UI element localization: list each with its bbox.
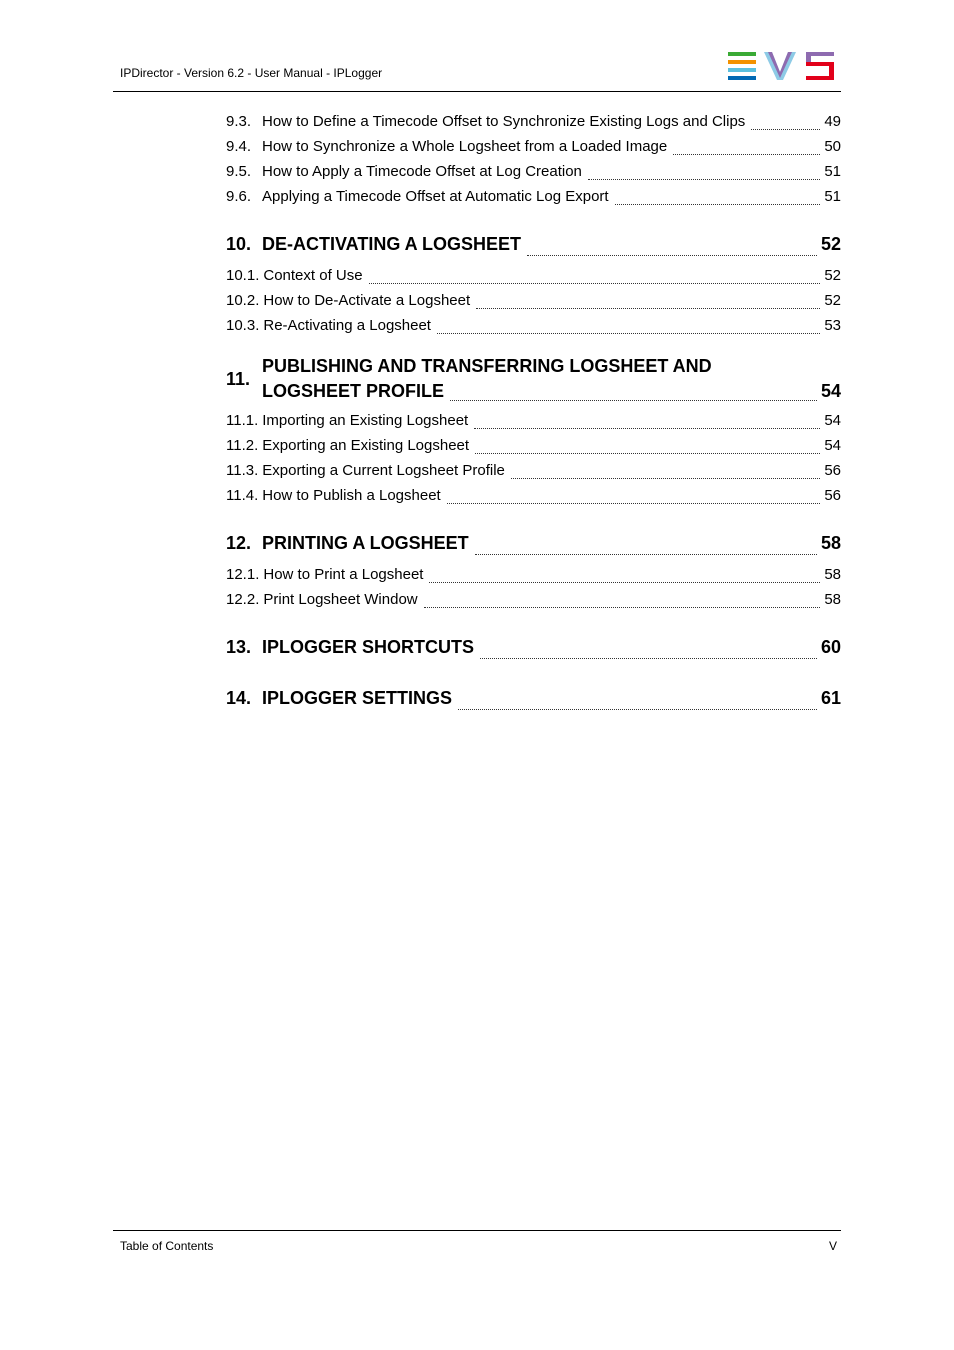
dot-leader	[369, 283, 821, 284]
dot-leader	[474, 428, 820, 429]
entry-number: 9.4.	[226, 138, 252, 155]
dot-leader	[429, 582, 820, 583]
entry-title: How to Define a Timecode Offset to Synchronize Existing Logs and Clips	[262, 113, 746, 130]
toc-entry-11-4[interactable]	[226, 482, 841, 507]
chapter-title-line2: LOGSHEET PROFILE	[262, 381, 445, 401]
toc-entry-10-1[interactable]	[226, 262, 841, 287]
entry-page: 52	[824, 267, 841, 284]
entry-page: 58	[824, 591, 841, 608]
entry-page: 50	[824, 138, 841, 155]
entry-title: Applying a Timecode Offset at Automatic Log Export	[262, 188, 609, 205]
entry-title: How to Publish a Logsheet	[262, 487, 441, 504]
chapter-page: 54	[820, 381, 841, 401]
chapter-page: 60	[820, 637, 841, 657]
evs-logo-icon	[728, 52, 834, 80]
toc-entry-11-1[interactable]	[226, 407, 841, 432]
dot-leader	[527, 255, 817, 256]
chapter-title: DE-ACTIVATING A LOGSHEET	[262, 234, 521, 254]
entry-number: 10.1.	[226, 267, 260, 284]
dot-leader	[476, 308, 820, 309]
dot-leader	[673, 154, 820, 155]
entry-page: 52	[824, 292, 841, 309]
dot-leader	[480, 658, 817, 659]
header-title: IPDirector - Version 6.2 - User Manual - IPLogger	[120, 66, 383, 80]
chapter-title-line1: PUBLISHING AND TRANSFERRING LOGSHEET AND	[262, 356, 712, 376]
entry-title: Re-Activating a Logsheet	[263, 317, 431, 334]
entry-title: Importing an Existing Logsheet	[262, 412, 469, 429]
footer-page-number: V	[828, 1239, 837, 1253]
entry-page: 53	[824, 317, 841, 334]
toc-entry-12-1[interactable]	[226, 561, 841, 586]
entry-number: 12.2.	[226, 591, 260, 608]
entry-number: 11.2.	[226, 437, 259, 454]
chapter-number: 10.	[226, 234, 252, 254]
entry-number: 11.1.	[226, 412, 259, 429]
entry-number: 9.5.	[226, 163, 252, 180]
toc-chapter-13[interactable]	[226, 628, 841, 662]
toc-entry-9-3[interactable]	[226, 108, 841, 133]
page-footer	[113, 1230, 841, 1253]
dot-leader	[447, 503, 821, 504]
entry-number: 9.3.	[226, 113, 252, 130]
toc-entry-10-3[interactable]	[226, 312, 841, 337]
chapter-title: PRINTING A LOGSHEET	[262, 533, 469, 553]
chapter-number: 14.	[226, 688, 252, 708]
toc-chapter-11[interactable]	[226, 354, 841, 404]
dot-leader	[450, 400, 817, 401]
toc-entry-9-5[interactable]	[226, 158, 841, 183]
chapter-title: IPLOGGER SHORTCUTS	[262, 637, 475, 657]
entry-number: 11.3.	[226, 462, 259, 479]
entry-title: Print Logsheet Window	[263, 591, 418, 608]
entry-page: 56	[824, 462, 841, 479]
chapter-page: 58	[820, 533, 841, 553]
entry-page: 54	[824, 412, 841, 429]
entry-page: 54	[824, 437, 841, 454]
entry-page: 56	[824, 487, 841, 504]
entry-number: 12.1.	[226, 566, 260, 583]
dot-leader	[475, 453, 820, 454]
toc-entry-9-4[interactable]	[226, 133, 841, 158]
dot-leader	[588, 179, 820, 180]
entry-title: Exporting a Current Logsheet Profile	[262, 462, 505, 479]
entry-number: 9.6.	[226, 188, 252, 205]
dot-leader	[424, 607, 821, 608]
chapter-number: 12.	[226, 533, 252, 553]
dot-leader	[437, 333, 820, 334]
page-header	[113, 48, 841, 92]
entry-title: How to De-Activate a Logsheet	[263, 292, 471, 309]
entry-page: 51	[824, 163, 841, 180]
entry-title: How to Synchronize a Whole Logsheet from a Loaded Image	[262, 138, 668, 155]
footer-section-title: Table of Contents	[120, 1239, 214, 1253]
toc-chapter-14[interactable]	[226, 679, 841, 713]
dot-leader	[475, 554, 817, 555]
table-of-contents	[226, 108, 841, 716]
dot-leader	[458, 709, 817, 710]
toc-chapter-12[interactable]	[226, 524, 841, 558]
entry-number: 11.4.	[226, 487, 259, 504]
toc-entry-11-2[interactable]	[226, 432, 841, 457]
chapter-number: 13.	[226, 637, 252, 657]
entry-title: How to Apply a Timecode Offset at Log Creation	[262, 163, 582, 180]
toc-entry-9-6[interactable]	[226, 183, 841, 208]
entry-number: 10.2.	[226, 292, 260, 309]
entry-number: 10.3.	[226, 317, 260, 334]
entry-page: 58	[824, 566, 841, 583]
entry-title: How to Print a Logsheet	[263, 566, 424, 583]
dot-leader	[751, 129, 820, 130]
entry-title: Context of Use	[263, 267, 363, 284]
chapter-title: IPLOGGER SETTINGS	[262, 688, 453, 708]
chapter-number: 11.	[226, 368, 251, 389]
dot-leader	[615, 204, 821, 205]
toc-entry-10-2[interactable]	[226, 287, 841, 312]
entry-title: Exporting an Existing Logsheet	[262, 437, 470, 454]
entry-page: 51	[824, 188, 841, 205]
entry-page: 49	[824, 113, 841, 130]
chapter-page: 52	[820, 234, 841, 254]
dot-leader	[511, 478, 820, 479]
toc-entry-12-2[interactable]	[226, 586, 841, 611]
toc-entry-11-3[interactable]	[226, 457, 841, 482]
chapter-page: 61	[820, 688, 841, 708]
toc-chapter-10[interactable]	[226, 225, 841, 259]
